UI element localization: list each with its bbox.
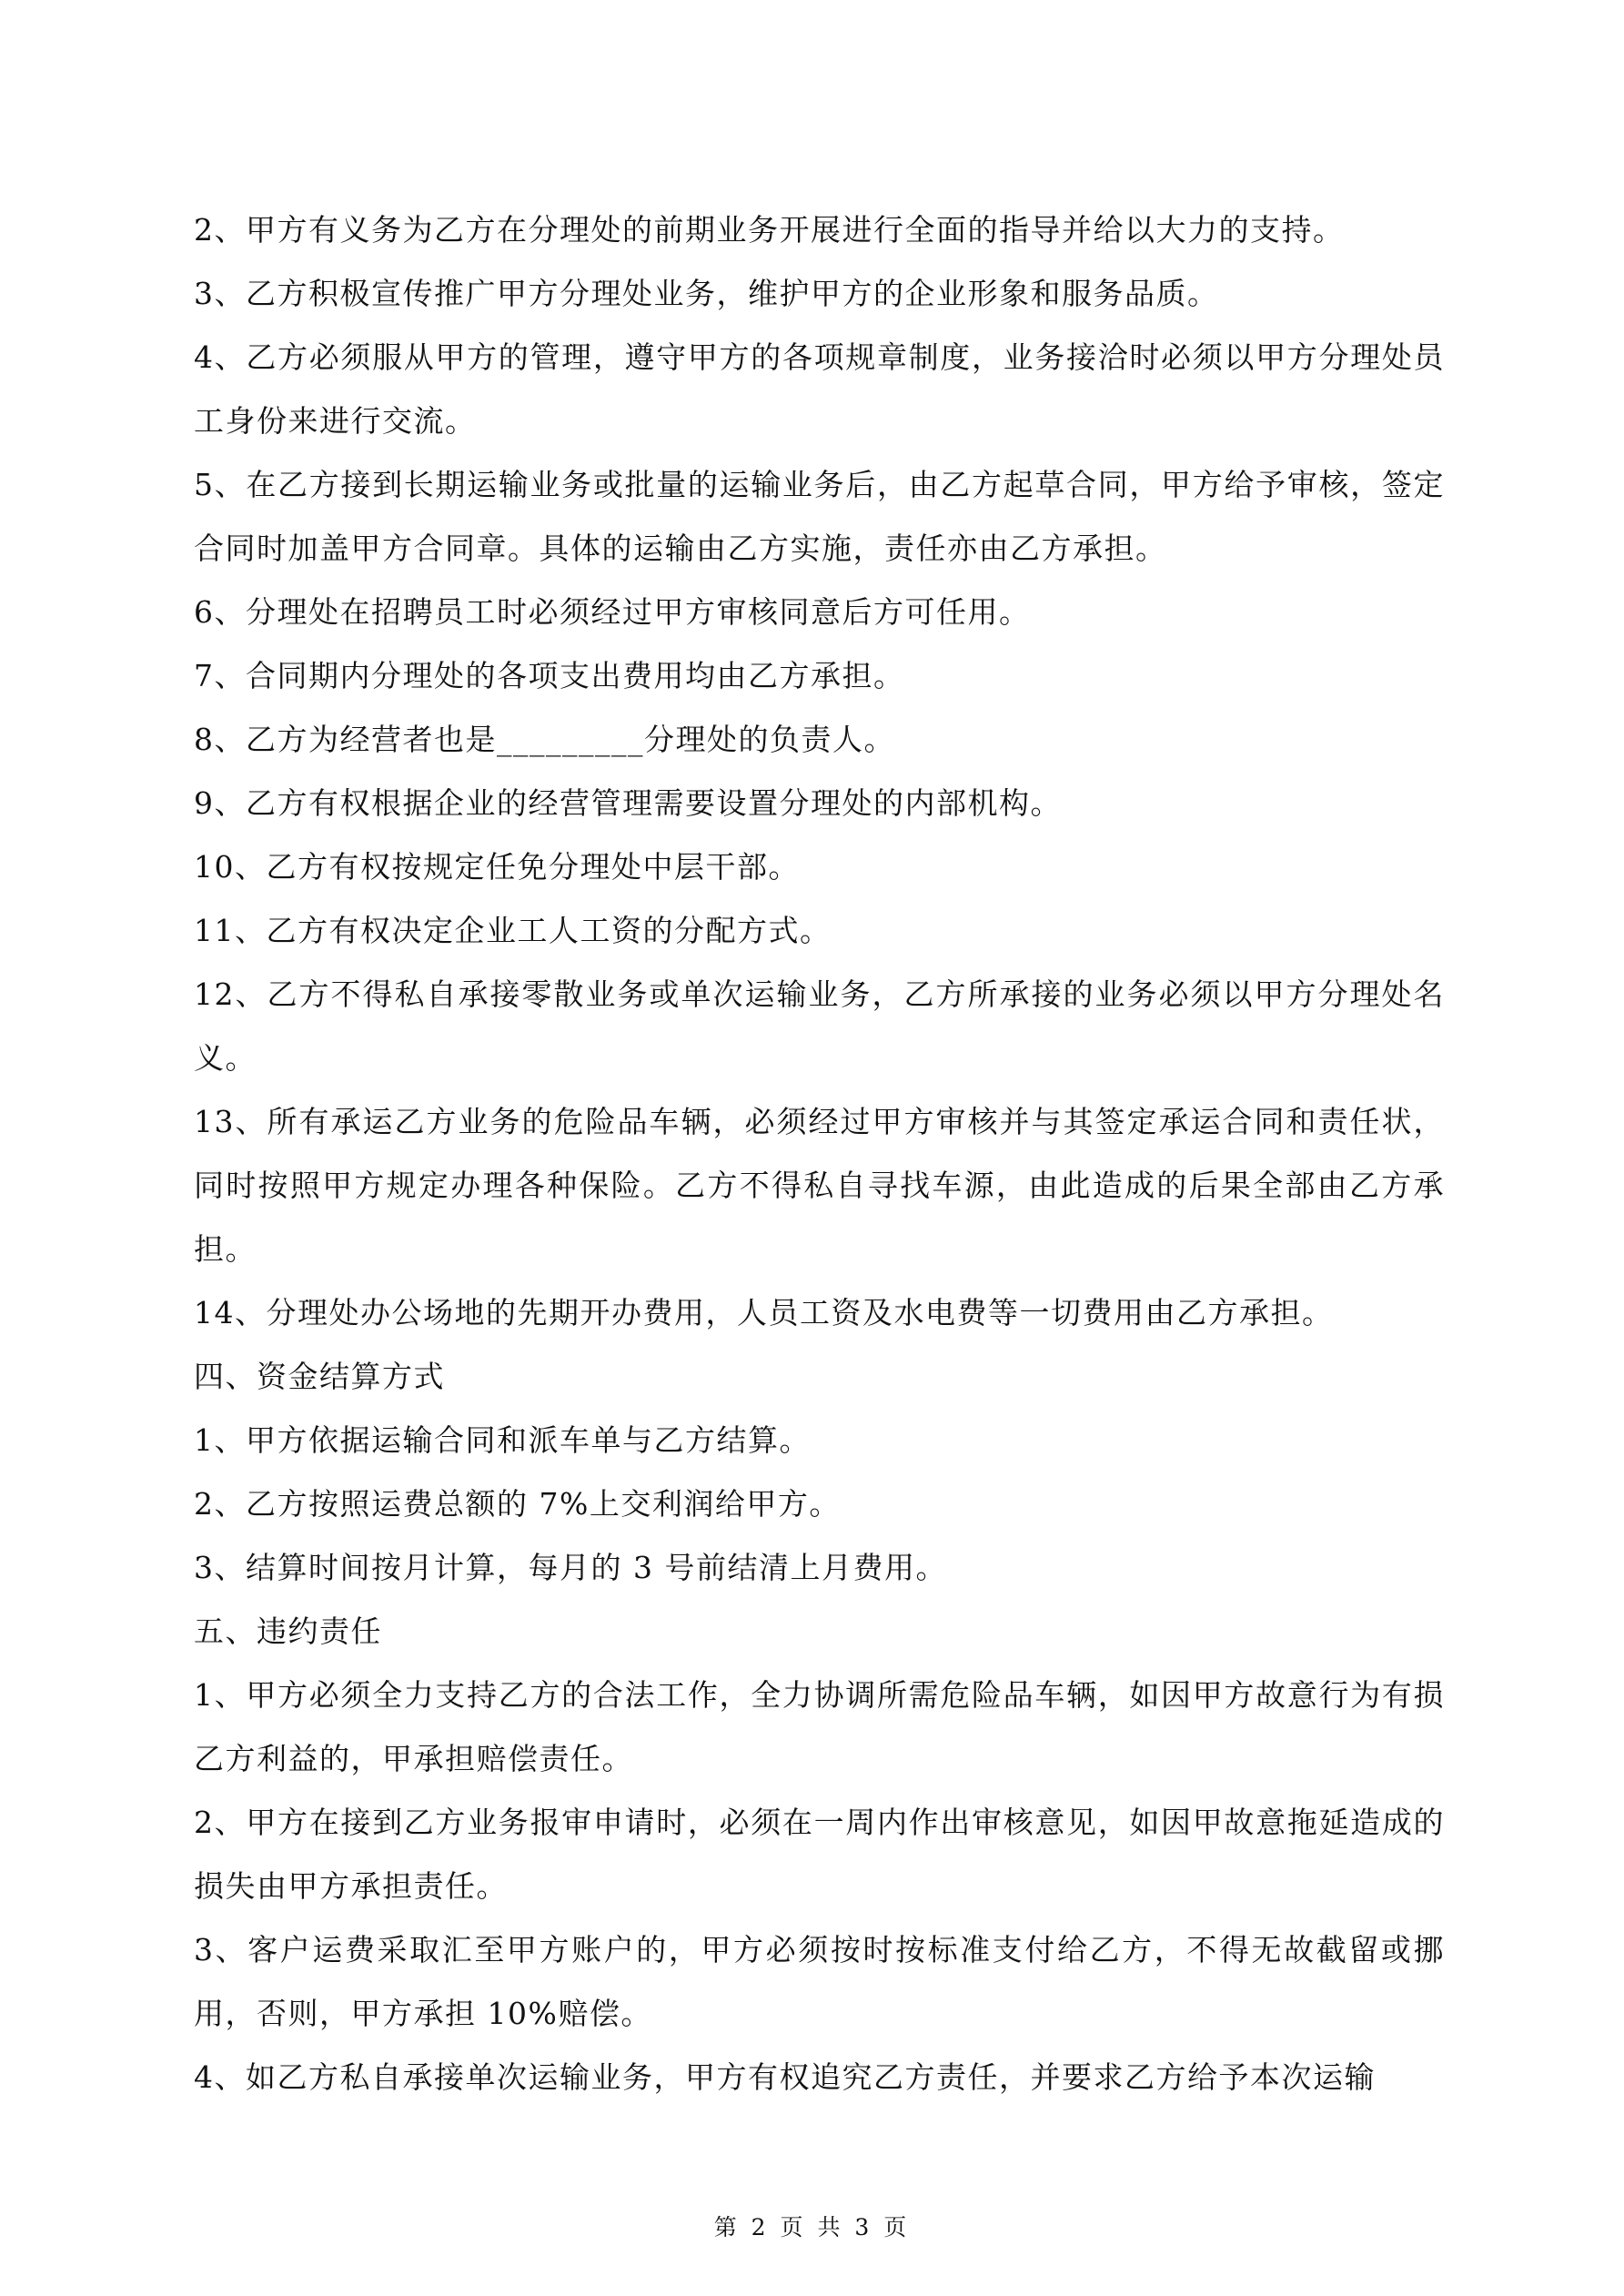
paragraph-clause-9: 9、乙方有权根据企业的经营管理需要设置分理处的内部机构。 <box>194 785 1062 821</box>
paragraph-clause-6: 6、分理处在招聘员工时必须经过甲方审核同意后方可任用。 <box>194 594 1031 630</box>
paragraph-clause-2: 2、甲方有义务为乙方在分理处的前期业务开展进行全面的指导并给以大力的支持。 <box>194 212 1345 248</box>
paragraph-liability-3: 3、客户运费采取汇至甲方账户的，甲方必须按时按标准支付给乙方，不得无故截留或挪用，否则，甲方承担 10%赔偿。 <box>194 1932 1445 2031</box>
document-body <box>194 198 1445 2109</box>
paragraph-liability-2: 2、甲方在接到乙方业务报审申请时，必须在一周内作出审核意见，如因甲故意拖延造成的损失由甲方承担责任。 <box>194 1805 1445 1904</box>
paragraph-liability-1: 1、甲方必须全力支持乙方的合法工作，全力协调所需危险品车辆，如因甲方故意行为有损乙方利益的，甲承担赔偿责任。 <box>194 1677 1445 1776</box>
paragraph-clause-14: 14、分理处办公场地的先期开办费用，人员工资及水电费等一切费用由乙方承担。 <box>194 1295 1334 1330</box>
paragraph-clause-10: 10、乙方有权按规定任免分理处中层干部。 <box>194 849 800 885</box>
paragraph-clause-8: 8、乙方为经营者也是_________分理处的负责人。 <box>194 722 895 757</box>
paragraph-clause-13: 13、所有承运乙方业务的危险品车辆，必须经过甲方审核并与其签定承运合同和责任状，同时按照甲方规定办理各种保险。乙方不得私自寻找车源，由此造成的后果全部由乙方承担。 <box>194 1104 1445 1267</box>
paragraph-clause-12: 12、乙方不得私自承接零散业务或单次运输业务，乙方所承接的业务必须以甲方分理处名义。 <box>194 976 1445 1076</box>
paragraph-settlement-2: 2、乙方按照运费总额的 7%上交利润给甲方。 <box>194 1486 841 1522</box>
paragraph-clause-3: 3、乙方积极宣传推广甲方分理处业务，维护甲方的企业形象和服务品质。 <box>194 276 1219 311</box>
paragraph-clause-11: 11、乙方有权决定企业工人工资的分配方式。 <box>194 913 832 948</box>
paragraph-clause-7: 7、合同期内分理处的各项支出费用均由乙方承担。 <box>194 658 905 693</box>
paragraph-clause-5: 5、在乙方接到长期运输业务或批量的运输业务后，由乙方起草合同，甲方给予审核，签定合同时加盖甲方合同章。具体的运输由乙方实施，责任亦由乙方承担。 <box>194 467 1445 566</box>
page-number-footer: 第 2 页 共 3 页 <box>713 2214 911 2240</box>
paragraph-settlement-3: 3、结算时间按月计算，每月的 3 号前结清上月费用。 <box>194 1550 947 1585</box>
section-heading-settlement: 四、资金结算方式 <box>194 1359 445 1394</box>
paragraph-settlement-1: 1、甲方依据运输合同和派车单与乙方结算。 <box>194 1422 811 1458</box>
paragraph-clause-4: 4、乙方必须服从甲方的管理，遵守甲方的各项规章制度，业务接洽时必须以甲方分理处员工身份来进行交流。 <box>194 339 1445 439</box>
paragraph-liability-4: 4、如乙方私自承接单次运输业务，甲方有权追究乙方责任，并要求乙方给予本次运输 <box>194 2059 1376 2095</box>
section-heading-liability: 五、违约责任 <box>194 1613 382 1649</box>
